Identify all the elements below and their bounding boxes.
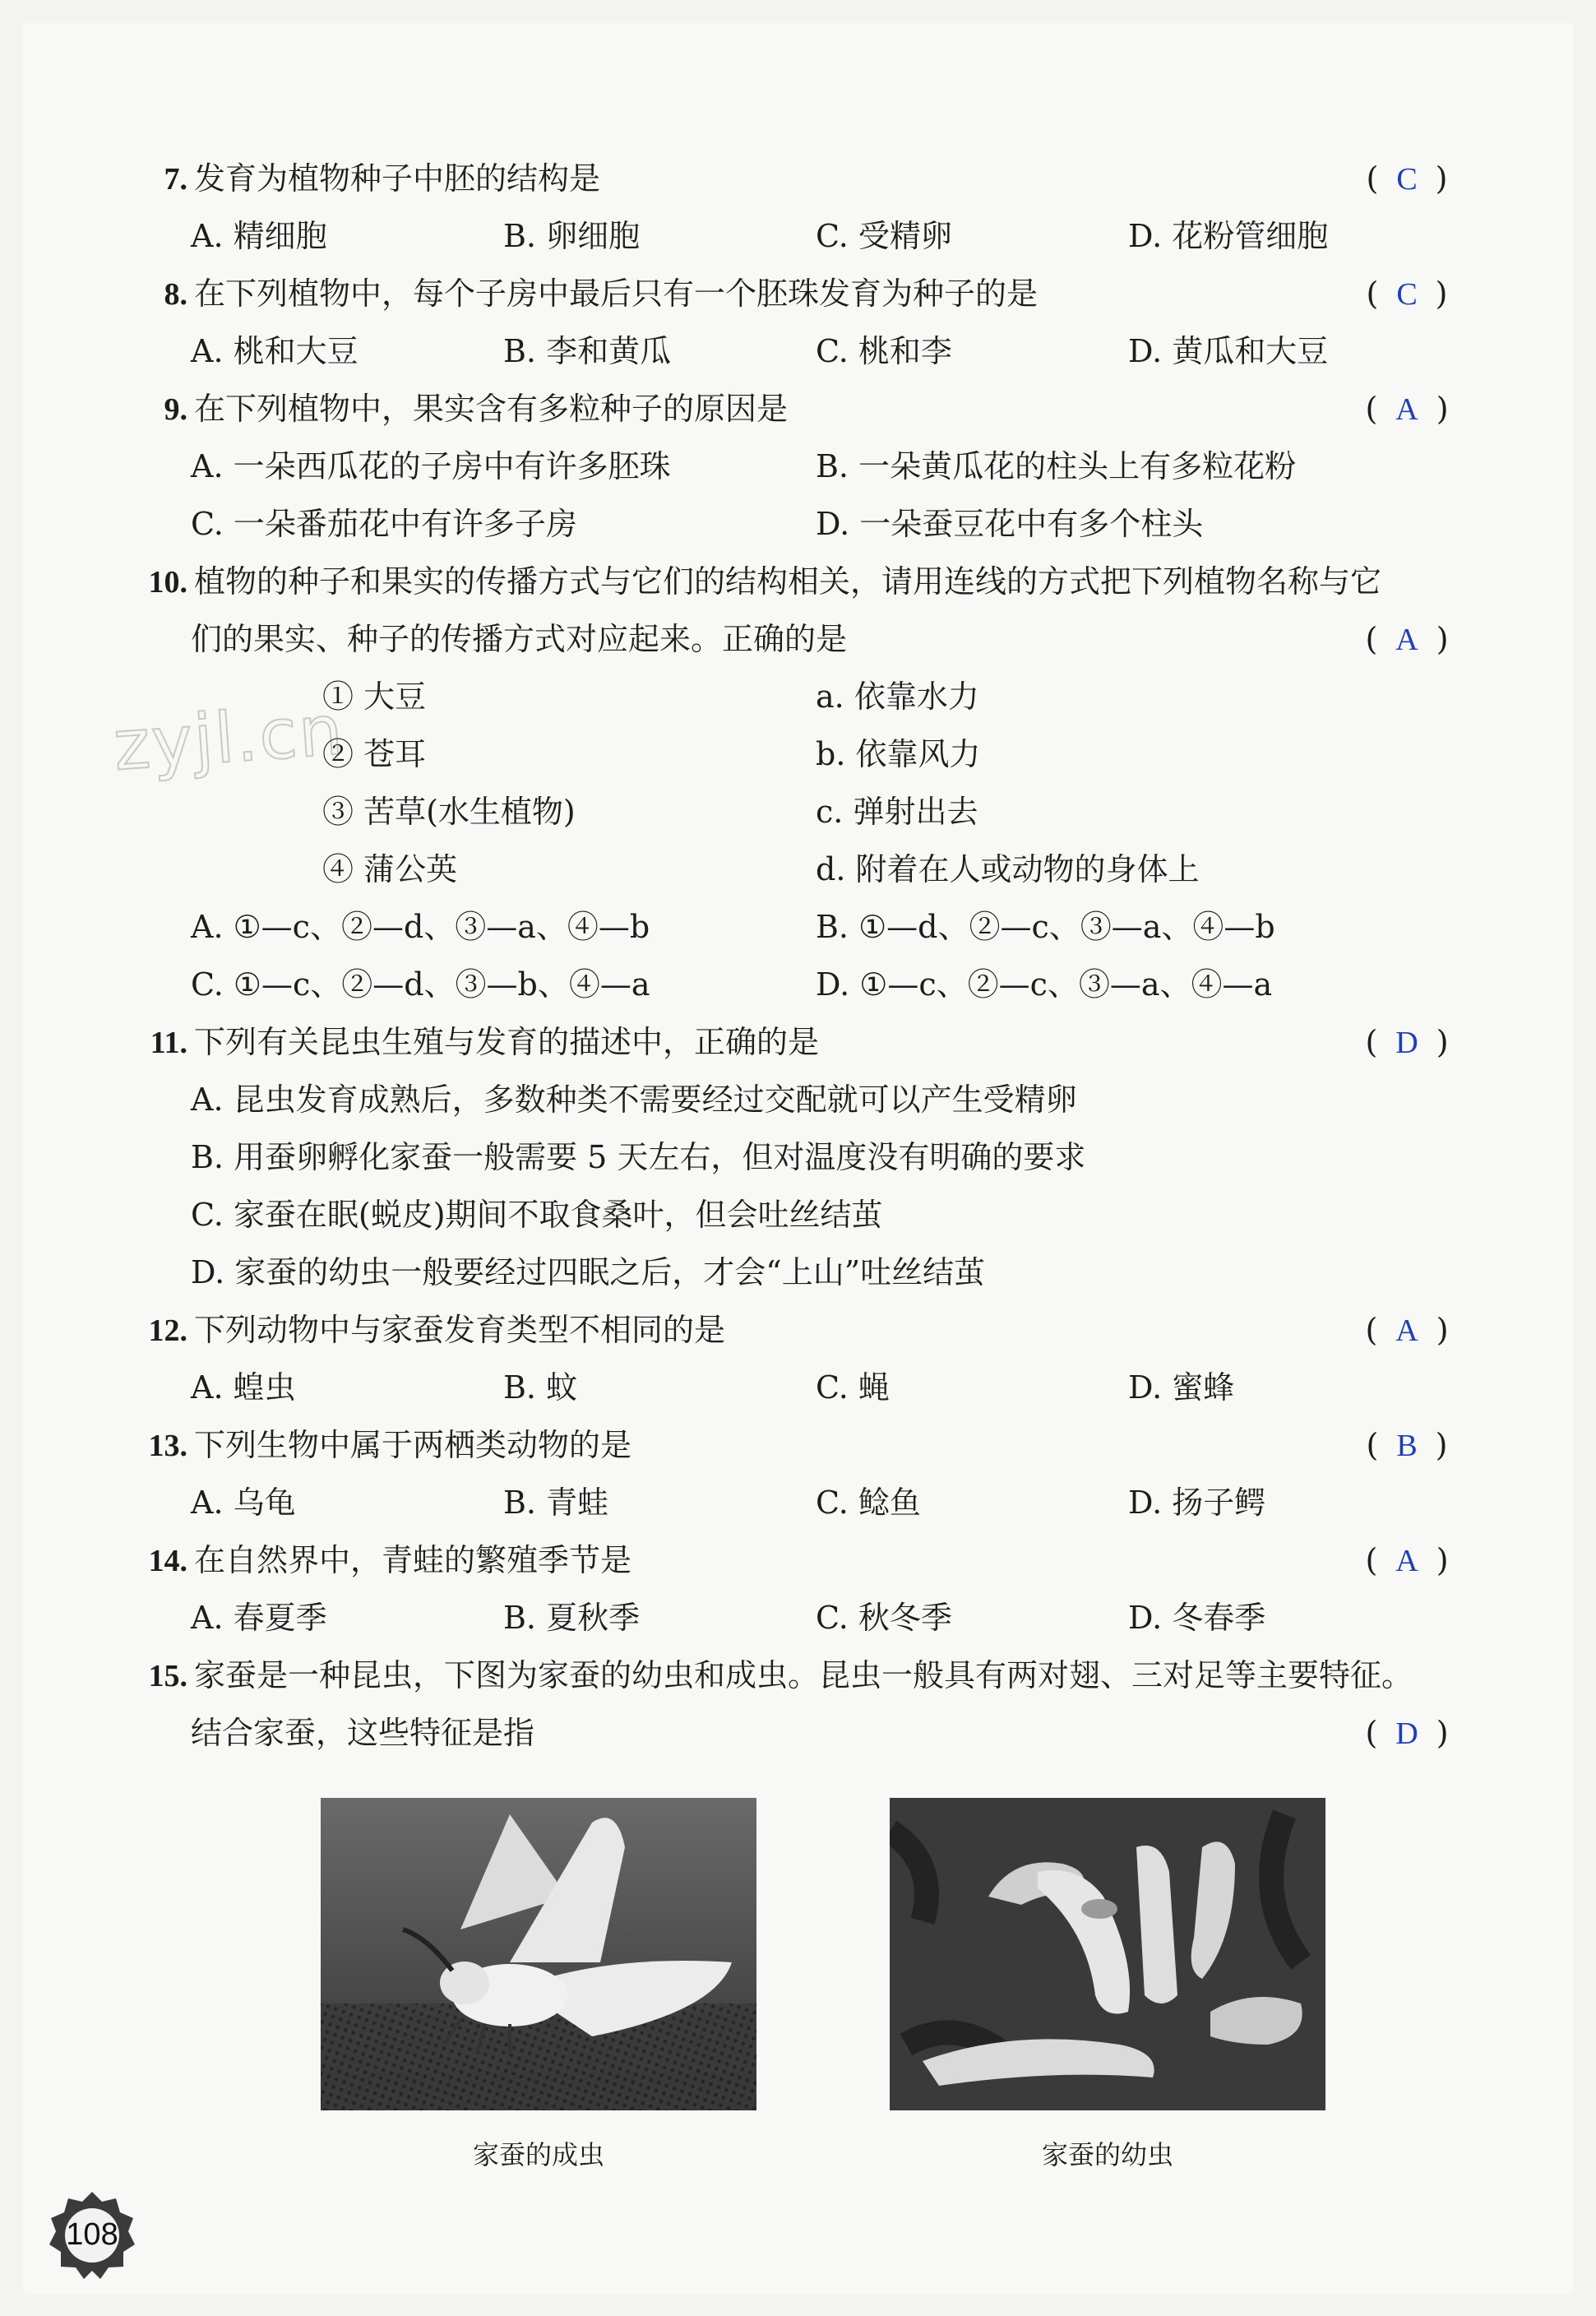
question-13: [133, 1423, 1465, 1468]
answer-letter: D: [1395, 1716, 1418, 1751]
option-d: D. 蜜蜂: [1128, 1369, 1235, 1406]
silkworm-moth-photo: [321, 1798, 756, 2110]
answer-letter: B: [1396, 1429, 1418, 1463]
question-text: 在下列植物中，果实含有多粒种子的原因是: [194, 391, 789, 427]
option-d: D. 家蚕的幼虫一般要经过四眠之后，才会“上山”吐丝结茧: [191, 1254, 986, 1290]
question-8: [133, 271, 1465, 317]
option-b: B. 夏秋季: [503, 1600, 641, 1636]
option-a: A. 春夏季: [191, 1600, 327, 1636]
option-c: C. 鲶鱼: [816, 1485, 921, 1521]
question-11: [133, 1020, 1465, 1065]
option-a: A. 精细胞: [191, 218, 327, 254]
option-d: D. 扬子鳄: [1128, 1485, 1266, 1521]
answer-letter: C: [1396, 277, 1418, 312]
answer-13: ( B ): [1366, 1427, 1448, 1463]
method-item: b. 依靠风力: [816, 736, 981, 772]
question-text: 下列动物中与家蚕发育类型不相同的是: [194, 1312, 726, 1348]
answer-9: ( A ): [1365, 391, 1449, 427]
question-text-continued: 结合家蚕，这些特征是指: [191, 1715, 535, 1751]
answer-letter: A: [1395, 392, 1418, 427]
option-b: B. ①—d、②—c、③—a、④—b: [816, 909, 1275, 945]
option-c: C. 桃和李: [816, 333, 952, 369]
method-item: a. 依靠水力: [816, 679, 979, 715]
answer-12: ( A ): [1365, 1312, 1449, 1348]
option-d: D. 冬春季: [1128, 1600, 1266, 1636]
plant-item: ④ 蒲公英: [322, 851, 458, 887]
question-number: 12.: [148, 1313, 187, 1348]
answer-letter: A: [1395, 623, 1418, 657]
answer-10: ( A ): [1365, 621, 1449, 657]
figure-caption-larva: 家蚕的幼虫: [1041, 2139, 1173, 2170]
question-number: 9.: [164, 392, 187, 427]
method-item: c. 弹射出去: [816, 794, 978, 830]
question-number: 7.: [164, 162, 187, 197]
option-c: C. ①—c、②—d、③—b、④—a: [191, 966, 650, 1003]
question-14: [133, 1538, 1465, 1583]
answer-letter: C: [1396, 162, 1418, 197]
question-text: 发育为植物种子中胚的结构是: [194, 160, 601, 197]
watermark: zyjl.cn: [110, 689, 347, 786]
question-text: 植物的种子和果实的传播方式与它们的结构相关，请用连线的方式把下列植物名称与它: [194, 563, 1382, 600]
option-c: C. 秋冬季: [816, 1600, 952, 1636]
answer-8: ( C ): [1366, 276, 1448, 312]
answer-7: ( C ): [1366, 160, 1448, 197]
option-a: A. ①—c、②—d、③—a、④—b: [191, 909, 650, 945]
question-7: [133, 156, 1465, 201]
option-a: A. 桃和大豆: [191, 333, 359, 369]
question-text: 下列生物中属于两栖类动物的是: [194, 1427, 632, 1463]
option-b: B. 用蚕卵孵化家蚕一般需要 5 天左右，但对温度没有明确的要求: [191, 1139, 1086, 1175]
option-d: D. 花粉管细胞: [1128, 218, 1329, 254]
option-a: A. 乌龟: [191, 1485, 296, 1521]
option-b: B. 蚊: [503, 1369, 578, 1406]
option-c: C. 家蚕在眠(蜕皮)期间不取食桑叶，但会吐丝结茧: [191, 1197, 883, 1233]
question-15: [133, 1653, 1465, 1698]
option-a: A. 一朵西瓜花的子房中有许多胚珠: [191, 448, 671, 484]
figure-caption-adult: 家蚕的成虫: [472, 2139, 604, 2170]
option-b: B. 李和黄瓜: [503, 333, 672, 369]
question-10: [133, 559, 1465, 604]
question-9: [133, 387, 1465, 432]
question-number: 15.: [148, 1659, 187, 1693]
page-number-badge: [48, 2190, 136, 2279]
question-number: 14.: [148, 1544, 187, 1578]
question-number: 11.: [150, 1026, 187, 1060]
method-item: d. 附着在人或动物的身体上: [816, 851, 1200, 887]
plant-item: ① 大豆: [322, 679, 427, 715]
answer-letter: A: [1395, 1544, 1418, 1578]
option-b: B. 青蛙: [503, 1485, 609, 1521]
answer-14: ( A ): [1365, 1542, 1449, 1578]
question-text-continued: 们的果实、种子的传播方式对应起来。正确的是: [191, 621, 848, 657]
option-b: B. 一朵黄瓜花的柱头上有多粒花粉: [816, 448, 1297, 484]
page-number: 108: [66, 2217, 118, 2252]
question-12: [133, 1308, 1465, 1353]
option-d: D. ①—c、②—c、③—a、④—a: [816, 966, 1273, 1003]
question-text: 在自然界中，青蛙的繁殖季节是: [194, 1542, 632, 1578]
option-a: A. 蝗虫: [191, 1369, 296, 1406]
answer-15: ( D ): [1365, 1715, 1449, 1751]
question-text: 家蚕是一种昆虫，下图为家蚕的幼虫和成虫。昆虫一般具有两对翅、三对足等主要特征。: [194, 1657, 1413, 1693]
question-text: 在下列植物中，每个子房中最后只有一个胚珠发育为种子的是: [194, 276, 1039, 312]
question-number: 13.: [148, 1429, 187, 1463]
plant-item: ② 苍耳: [322, 736, 427, 772]
option-d: D. 一朵蚕豆花中有多个柱头: [816, 506, 1204, 542]
plant-item: ③ 苦草(水生植物): [322, 794, 576, 830]
option-c: C. 受精卵: [816, 218, 952, 254]
answer-letter: A: [1395, 1313, 1418, 1348]
question-number: 10.: [148, 565, 187, 600]
option-c: C. 一朵番茄花中有许多子房: [191, 506, 577, 542]
silkworm-larvae-photo: [890, 1798, 1325, 2110]
answer-11: ( D ): [1365, 1024, 1449, 1060]
option-b: B. 卵细胞: [503, 218, 641, 254]
question-number: 8.: [164, 277, 187, 312]
option-c: C. 蝇: [816, 1369, 890, 1406]
answer-letter: D: [1395, 1026, 1418, 1060]
option-d: D. 黄瓜和大豆: [1128, 333, 1329, 369]
question-text: 下列有关昆虫生殖与发育的描述中，正确的是: [194, 1024, 820, 1060]
option-a: A. 昆虫发育成熟后，多数种类不需要经过交配就可以产生受精卵: [191, 1082, 1077, 1118]
